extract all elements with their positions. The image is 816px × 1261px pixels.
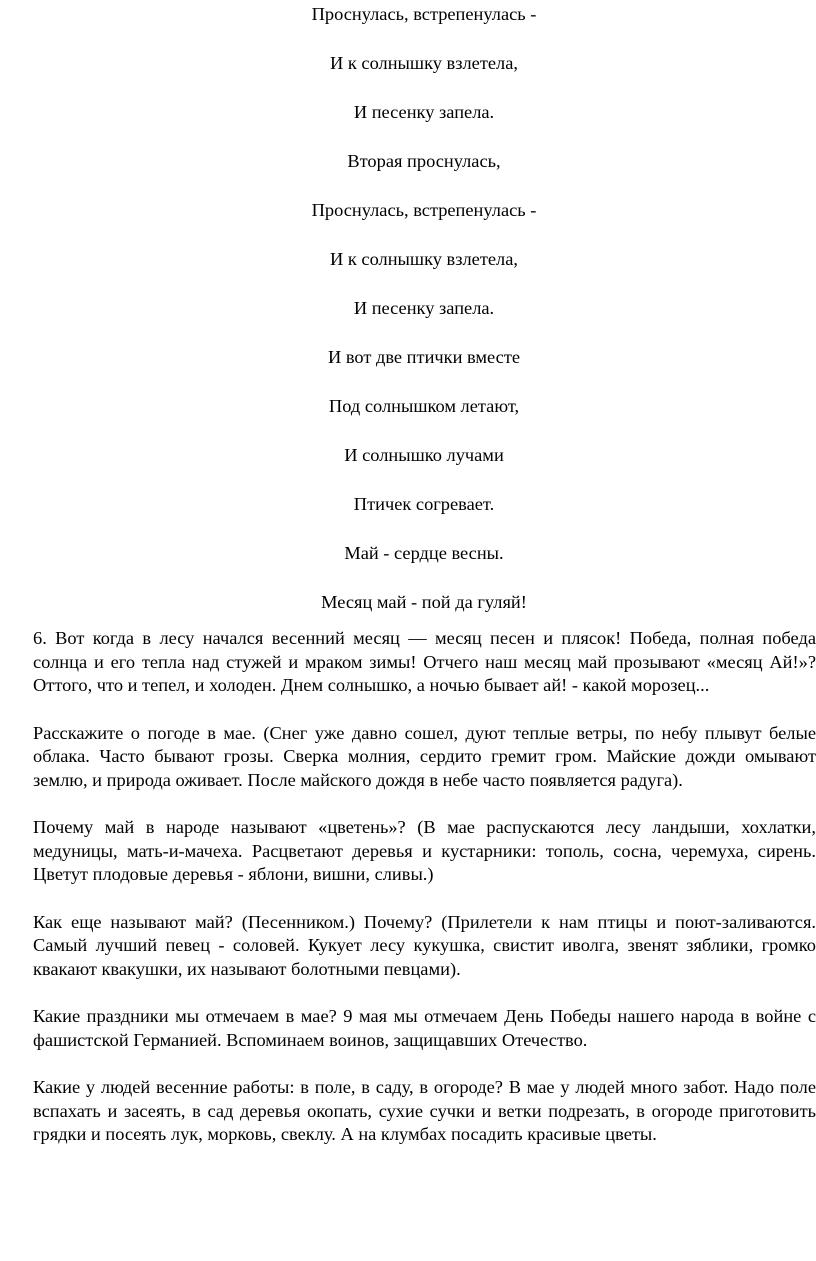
poem-line: И песенку запела.: [353, 102, 495, 122]
poem-line: И к солнышку взлетела,: [330, 53, 518, 73]
poem-line: Проснулась, встрепенулась -: [311, 200, 537, 220]
poem-line: И к солнышку взлетела,: [330, 249, 518, 269]
poem-line: Вторая проснулась,: [347, 151, 501, 171]
poem-line: Проснулась, встрепенулась -: [311, 4, 537, 24]
poem-line: И солнышко лучами: [344, 445, 504, 465]
poem-line: Под солнышком летают,: [328, 396, 520, 416]
paragraph-pesennik: Как еще называют май? (Песенником.) Почему? (Прилетели к нам птицы и поют-заливаются. Самый лучший певец - соловей. Кукует лесу кукушка, свистит иволга, звенят зяблики, громко квакают квакушки, их называют болотными певцами).: [33, 911, 816, 979]
poem-line: Птичек согревает.: [353, 494, 495, 514]
poem-line: И вот две птички вместе: [327, 347, 521, 367]
poem-line: И песенку запела.: [353, 298, 495, 318]
poem-line: Месяц май - пой да гуляй!: [321, 592, 527, 612]
paragraph-may-intro: 6. Вот когда в лесу начался весенний месяц — месяц песен и плясок! Победа, полная победа солнца и его тепла над стужей и мраком зимы! Отчего наш месяц май прозывают «месяц Ай!»? Оттого, что и тепел, и холоден. Днем солнышко, а ночью бывает ай! - какой морозец...: [33, 628, 816, 695]
paragraph-tsveten: Почему май в народе называют «цветень»? (В мае распускаются лесу ландыши, хохлатки, медуницы, мать-и-мачеха. Расцветают деревья и кустарники: тополь, сосна, черемуха, сирень. Цветут плодовые деревья - яблони, вишни, сливы.): [33, 817, 816, 884]
paragraph-spring-work: Какие у людей весенние работы: в поле, в саду, в огороде? В мае у людей много забот. Надо поле вспахать и засеять, в сад деревья окопать, сухие сучки и ветки подрезать, в огороде приготовить грядки и посеять лук, морковь, свеклу. А на клумбах посадить красивые цветы.: [33, 1077, 816, 1144]
poem-line: Май - сердце весны.: [344, 543, 504, 563]
prose-section: [33, 627, 816, 1171]
paragraph-holidays: Какие праздники мы отмечаем в мае? 9 мая мы отмечаем День Победы нашего народа в войне с фашистской Германией. Вспоминаем воинов, защищавших Отечество.: [33, 1006, 816, 1050]
paragraph-weather: Расскажите о погоде в мае. (Снег уже давно сошел, дуют теплые ветры, по небу плывут белые облака. Часто бывают грозы. Сверка молния, сердито гремит гром. Майские дожди омывают землю, и природа оживает. После майского дождя в небе часто появляется радуга).: [33, 722, 816, 790]
